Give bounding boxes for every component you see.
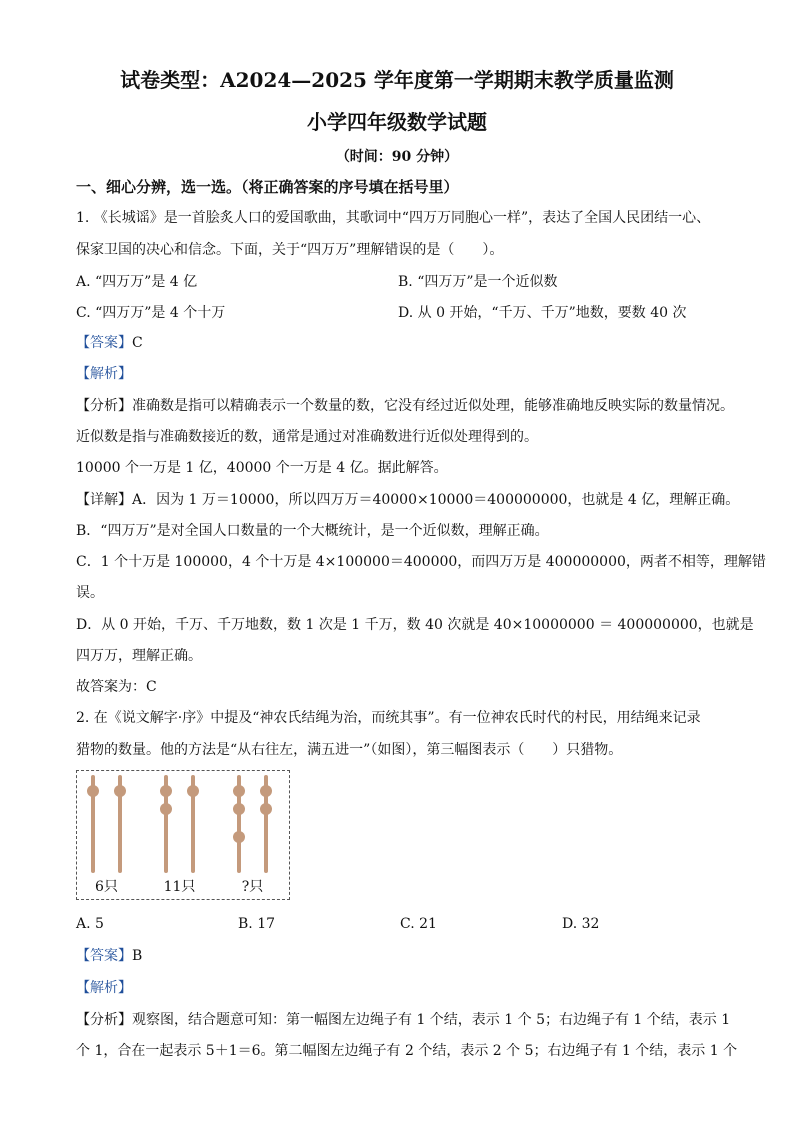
figure-label: 6只 [95,879,118,895]
q1-detail-b: B．“四万万”是对全国人口数量的一个大概统计，是一个近似数，理解正确。 [76,523,549,539]
knot-rope-drawing [77,771,289,899]
q1-detail-a [76,490,740,510]
rope-knot [233,803,245,815]
knot-rope-figure [76,770,290,900]
figure-label: ?只 [241,879,264,895]
q1-fenxi-tag: 【分析】 [76,398,132,414]
q2-answer-tag: 【答案】 [76,948,132,964]
q1-answer [76,333,724,353]
q1-detail-c1: C．1 个十万是 100000，4 个十万是 4×100000＝400000，而四万万是 400000000，两者不相等，理解错 [76,554,766,570]
q1-detail-c2: 误。 [76,585,104,601]
section-heading: 一、细心分辨，选一选。（将正确答案的序号填在括号里） [76,178,459,196]
q1-stem-line1: 1. 《长城谣》是一首脍炙人口的爱国歌曲，其歌词中“四万万同胞心一样”，表达了全国人民团结一心、 [76,210,711,226]
q2-option-c: C. 21 [400,916,437,932]
rope-knot [260,785,272,797]
figure-label: 11只 [163,879,196,895]
q1-stem-line2: 保家卫国的决心和信念。下面，关于“四万万”理解错误的是（ ）。 [76,242,504,258]
q2-option-a: A. 5 [76,916,104,932]
q2-stem-line2: 猎物的数量。他的方法是“从右往左，满五进一”（如图），第三幅图表示（ ）只猎物。 [76,742,623,758]
q1-option-a: A. “四万万”是 4 亿 [76,274,198,290]
q2-fenxi-line2: 个 1，合在一起表示 5＋1＝6。第二幅图左边绳子有 2 个结，表示 2 个 5；右边绳子有 1 个结，表示 1 个 [76,1043,738,1059]
exam-title: 试卷类型：A2024—2025 学年度第一学期期末教学质量监测 [120,68,674,92]
rope-knot [160,785,172,797]
q1-fenxi-line3: 10000 个一万是 1 亿，40000 个一万是 4 亿。据此解答。 [76,460,448,476]
q1-fenxi-line1 [76,396,734,416]
q1-detail-a-text: A．因为 1 万＝10000，所以四万万＝40000×10000＝400000000，也就是 4 亿，理解正确。 [132,492,740,508]
q2-answer-value: B [132,948,143,964]
rope-knot [233,785,245,797]
q1-fenxi-line2: 近似数是指与准确数接近的数，通常是通过对准确数进行近似处理得到的。 [76,429,538,445]
q1-option-b: B. “四万万”是一个近似数 [398,274,558,290]
rope-knot [160,803,172,815]
exam-time: （时间：90 分钟） [335,149,459,165]
rope-knot [260,803,272,815]
q1-detail-tag: 【详解】 [76,492,132,508]
q2-option-b: B. 17 [238,916,276,932]
rope-knot [233,831,245,843]
q1-conclusion: 故答案为：C [76,679,157,695]
q1-fenxi-text1: 准确数是指可以精确表示一个数量的数，它没有经过近似处理，能够准确地反映实际的数量情况。 [132,398,734,414]
q1-answer-tag: 【答案】 [76,335,132,351]
q2-answer [76,946,724,966]
q2-analysis [76,978,724,998]
rope-knot [187,785,199,797]
q1-detail-d1: D．从 0 开始，千万、千万地数，数 1 次是 1 千万，数 40 次就是 40×10000000 ＝ 400000000，也就是 [76,617,754,633]
q2-fenxi-line1 [76,1010,731,1030]
q2-stem-line1: 2. 在《说文解字·序》中提及“神农氏结绳为治，而统其事”。有一位神农氏时代的村民，用结绳来记录 [76,710,701,726]
rope-knot [114,785,126,797]
q2-fenxi-text1: 观察图，结合题意可知：第一幅图左边绳子有 1 个结，表示 1 个 5；右边绳子有 1 个结，表示 1 [132,1012,731,1028]
q1-analysis [76,364,724,384]
q1-option-d: D. 从 0 开始，“千万、千万”地数，要数 40 次 [398,305,687,321]
exam-subtitle: 小学四年级数学试题 [307,110,487,134]
q1-option-c: C. “四万万”是 4 个十万 [76,305,226,321]
q2-analysis-tag: 【解析】 [76,980,132,996]
q2-option-d: D. 32 [562,916,600,932]
rope-knot [87,785,99,797]
q1-detail-d2: 四万万，理解正确。 [76,648,202,664]
q1-answer-value: C [132,335,143,351]
q1-analysis-tag: 【解析】 [76,366,132,382]
q2-fenxi-tag: 【分析】 [76,1012,132,1028]
